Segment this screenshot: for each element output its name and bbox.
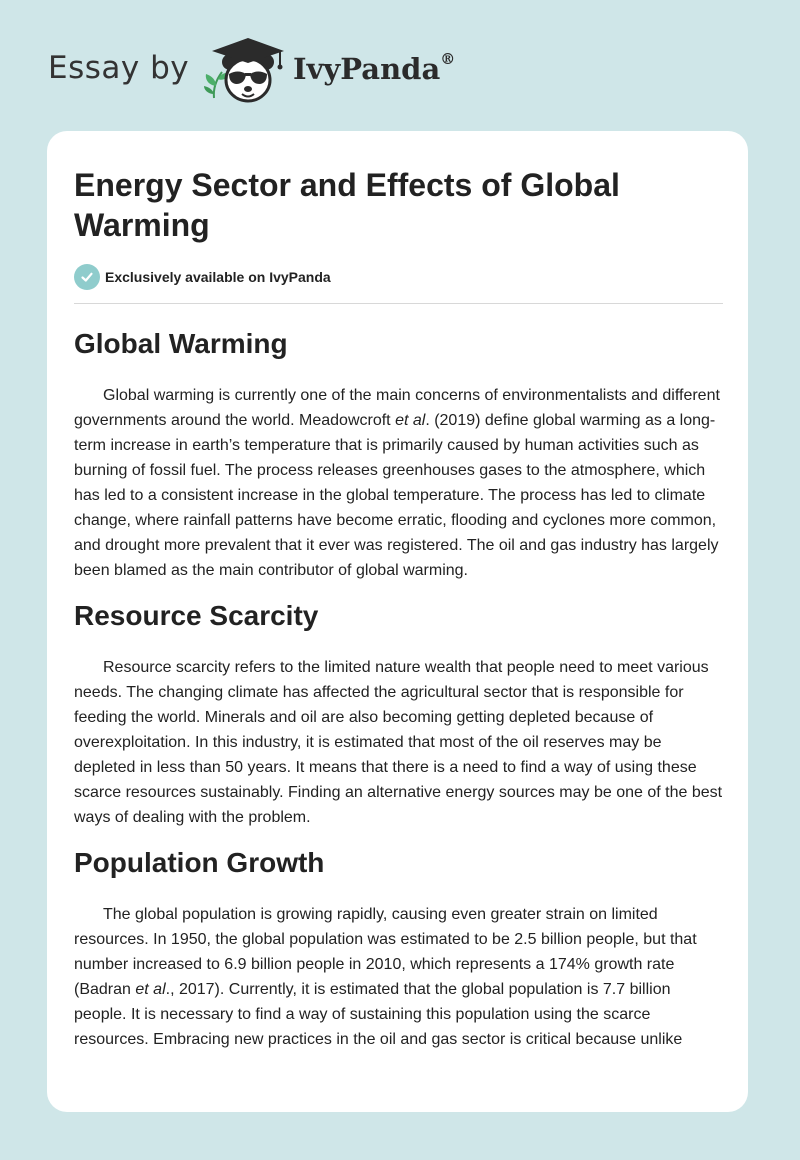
site-header	[0, 0, 800, 130]
section-global-warming	[74, 327, 724, 583]
essay-card	[47, 131, 748, 1112]
essay-by-label: Essay by	[48, 50, 190, 86]
section-heading: Population Growth	[74, 847, 325, 878]
section-heading: Global Warming	[74, 328, 288, 359]
citation-et-al: et al	[395, 412, 426, 429]
section-paragraph	[74, 383, 724, 583]
divider	[74, 303, 723, 304]
paragraph-text: ., 2017). Currently, it is estimated that the global population is 7.7 billion people. It is necessary to find a way of sustaining this population using the scarce resources. Embracing new practices in the oil and gas sector is critical because unlike	[74, 981, 683, 1048]
essay-body	[74, 327, 724, 1052]
brand-name: IvyPanda	[293, 52, 441, 86]
essay-title: Energy Sector and Effects of Global Warming	[74, 167, 620, 243]
paragraph-text: . (2019) define global warming as a long-term increase in earth’s temperature that is primarily caused by human activities such as burning of fossil fuel. The process releases greenhouses gases to the atmosphere, which has led to a consistent increase in the global temperature. The process has led to climate change, where rainfall patterns have become erratic, flooding and cyclones more common, and drought more prevalent that it ever was registered. The oil and gas industry has largely been blamed as the main contributor of global warming.	[74, 412, 719, 579]
exclusive-badge-text: Exclusively available on IvyPanda	[105, 269, 331, 285]
exclusive-badge	[74, 264, 331, 290]
check-icon	[74, 264, 100, 290]
panda-graduate-icon[interactable]	[200, 36, 296, 108]
paragraph-text: Global warming is currently one of the main concerns of environmentalists and different governments around the world. Meadowcroft	[74, 387, 720, 429]
section-resource-scarcity	[74, 599, 724, 830]
section-heading: Resource Scarcity	[74, 600, 319, 631]
section-paragraph	[74, 902, 724, 1052]
paragraph-text: Resource scarcity refers to the limited nature wealth that people need to meet various needs. The changing climate has affected the agricultural sector that is responsible for feeding the world. Minerals and oil are also becoming getting depleted because of overexploitation. In this industry, it is estimated that most of the oil reserves may be depleted in less than 50 years. It means that there is a need to find a way of using these scarce resources sustainably. Finding an alternative energy sources may be one of the best ways of dealing with the problem.	[74, 659, 723, 826]
registered-mark: ®	[440, 50, 456, 68]
paragraph-text: The global population is growing rapidly, causing even greater strain on limited resources. In 1950, the global population was estimated to be 2.5 billion people, but that number increased to 6.9 billion people in 2010, which represents a 174% growth rate (Badran	[74, 906, 697, 998]
section-population-growth	[74, 846, 724, 1052]
section-paragraph	[74, 655, 724, 830]
citation-et-al: et al	[135, 981, 166, 998]
ivypanda-logo-text[interactable]	[293, 52, 455, 86]
